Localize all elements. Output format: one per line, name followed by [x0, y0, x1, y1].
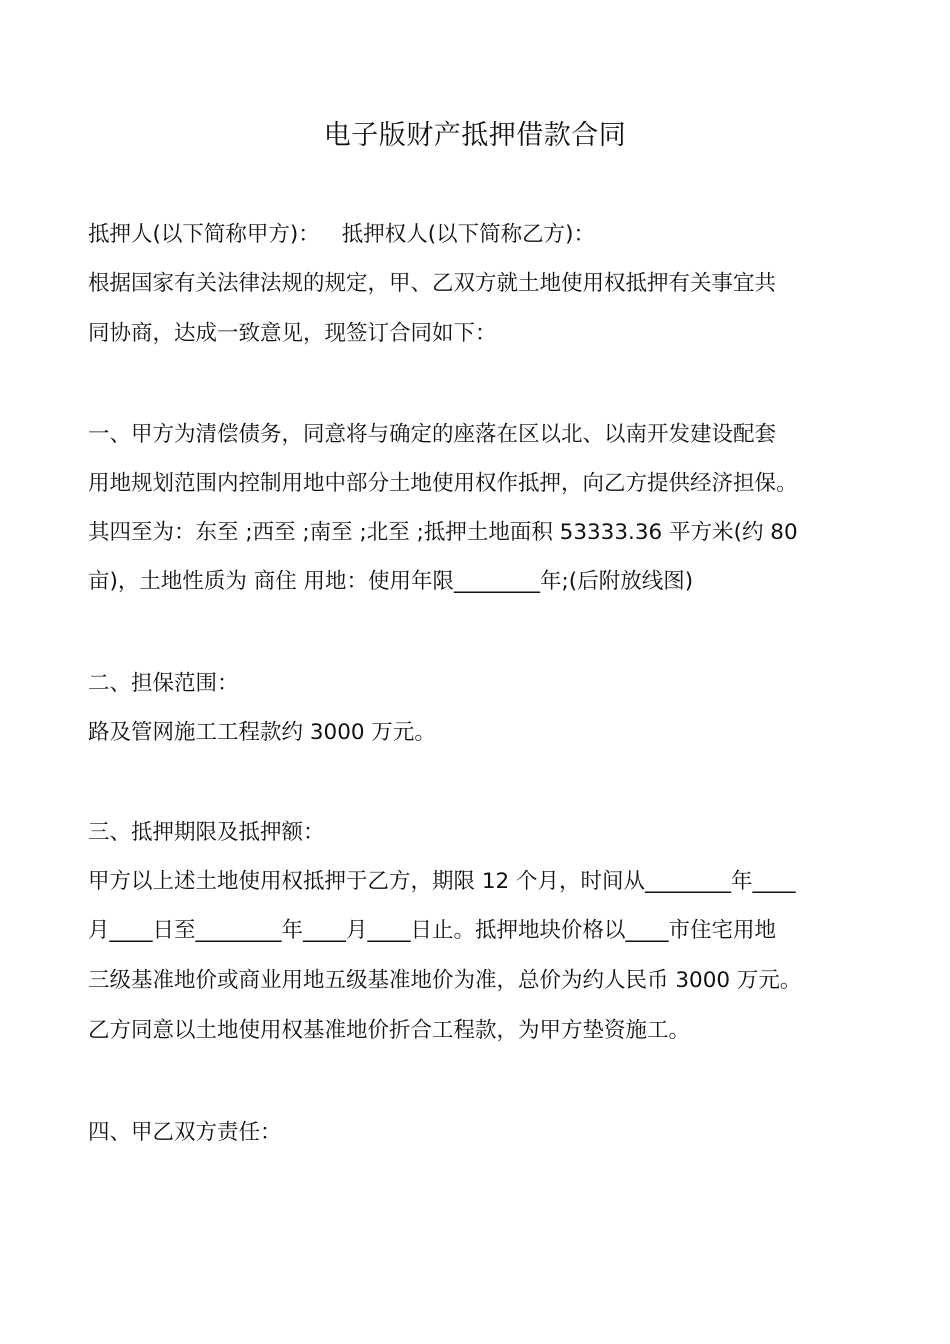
section1-line-4: 亩)，土地性质为 商住 用地：使用年限________年;(后附放线图) — [88, 569, 694, 594]
preamble-line-2: 同协商，达成一致意见，现签订合同如下： — [88, 321, 497, 346]
section1-line-1: 一、甲方为清偿债务，同意将与确定的座落在区以北、以南开发建设配套 — [88, 422, 777, 447]
section2-line-1: 路及管网施工工程款约 3000 万元。 — [88, 720, 436, 745]
parties-line — [88, 220, 878, 250]
section1-line-2: 用地规划范围内控制用地中部分土地使用权作抵押，向乙方提供经济担保。 — [88, 471, 798, 496]
section2-heading: 二、担保范围： — [88, 671, 239, 696]
section3-line-1: 甲方以上述土地使用权抵押于乙方，期限 12 个月，时间从________年____ — [88, 869, 796, 894]
party-b-label: 抵押权人(以下简称乙方)： — [341, 222, 596, 247]
section3-line-3: 三级基准地价或商业用地五级基准地价为准，总价为约人民币 3000 万元。 — [88, 968, 802, 993]
section1-line-3: 其四至为：东至 ;西至 ;南至 ;北至 ;抵押土地面积 53333.36 平方米(约 80 — [88, 520, 798, 545]
section4-heading: 四、甲乙双方责任： — [88, 1120, 282, 1145]
section3-line-4: 乙方同意以土地使用权基准地价折合工程款，为甲方垫资施工。 — [88, 1018, 691, 1043]
section3-heading: 三、抵押期限及抵押额： — [88, 820, 325, 845]
party-a-label: 抵押人(以下简称甲方)： — [88, 222, 320, 247]
document-title: 电子版财产抵押借款合同 — [323, 120, 627, 151]
section3-line-2: 月____日至________年____月____日止。抵押地块价格以____市住宅用地 — [88, 918, 777, 943]
preamble-line-1: 根据国家有关法律法规的规定，甲、乙双方就土地使用权抵押有关事宜共 — [88, 271, 777, 296]
